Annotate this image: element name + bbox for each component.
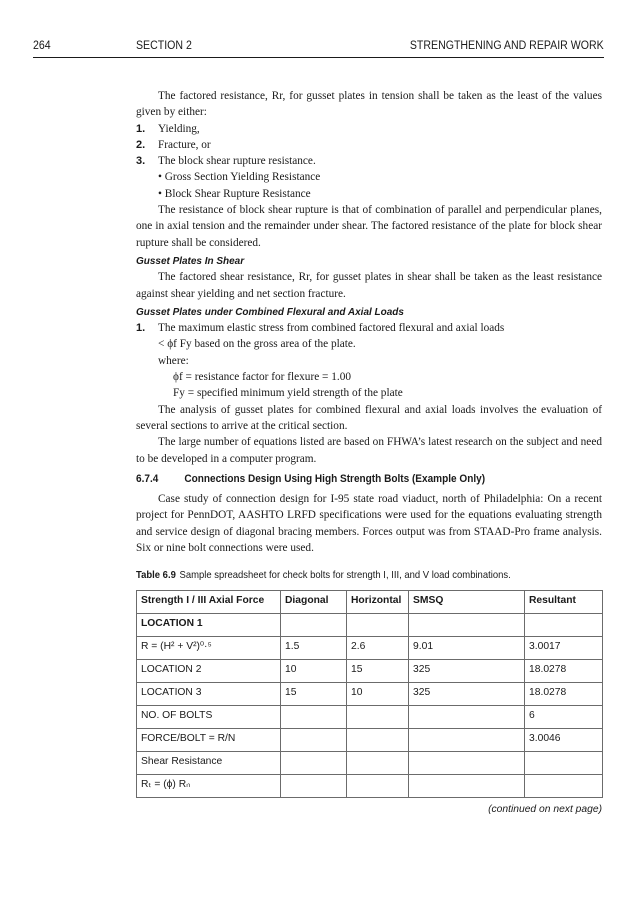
table-cell (525, 751, 603, 774)
item-number: 1. (136, 322, 146, 335)
bullet-item: • Block Shear Rupture Resistance (158, 187, 311, 200)
table-caption (136, 568, 565, 584)
table-cell: 15 (347, 659, 409, 682)
running-title: STRENGTHENING AND REPAIR WORK (410, 40, 604, 52)
table-cell (281, 728, 347, 751)
column-header: Resultant (525, 590, 603, 613)
table-cell: 6 (525, 705, 603, 728)
section-number: 6.7.4 (136, 472, 159, 485)
stress-condition: < ϕf Fy based on the gross area of the plate. (158, 338, 356, 351)
table-cell (347, 728, 409, 751)
table-row (137, 636, 603, 659)
equations-paragraph: The large number of equations listed are based on FHWA’s latest research on the subject and need to be developed in a computer program. (136, 436, 602, 465)
table-cell: 325 (409, 659, 525, 682)
column-header: Strength I / III Axial Force (137, 590, 281, 613)
table-cell: 10 (281, 659, 347, 682)
table-label: Table 6.9 (136, 570, 176, 582)
table-cell (347, 613, 409, 636)
page-number: 264 (33, 40, 51, 52)
where-label: where: (158, 354, 189, 367)
table-cell (409, 728, 525, 751)
analysis-paragraph: The analysis of gusset plates for combined flexural and axial loads involves the evaluation of several sections to arrive at the critical section. (136, 403, 602, 432)
table-row (137, 728, 603, 751)
section-label: SECTION 2 (136, 40, 192, 52)
table-cell: 3.0046 (525, 728, 603, 751)
case-study-paragraph: Case study of connection design for I-95 state road viaduct, north of Philadelphia: On a recent project for PennDOT, AASHTO LRFD specifications were used for the equations evaluating strength and service design of diagonal bracing members. Forces output was from STAAD-Pro frame analysis. Six or nine bolt connections were used. (136, 493, 602, 555)
table-cell (409, 613, 525, 636)
table-row (137, 705, 603, 728)
shear-paragraph: The factored shear resistance, Rr, for gusset plates in shear shall be taken as the least resistance against shear yielding and net section fracture. (136, 271, 602, 300)
table-cell: 10 (347, 682, 409, 705)
item-label: The block shear rupture resistance. (158, 155, 316, 168)
list-item (136, 153, 602, 169)
section-title: Connections Design Using High Strength Bolts (Example Only) (184, 472, 486, 485)
bullet-item: • Gross Section Yielding Resistance (158, 171, 321, 184)
table-cell: NO. OF BOLTS (137, 705, 281, 728)
section-heading (136, 471, 569, 487)
table-row (137, 751, 603, 774)
column-header: SMSQ (409, 590, 525, 613)
list-item (136, 320, 602, 336)
table-cell (409, 751, 525, 774)
shear-heading: Gusset Plates In Shear (136, 254, 245, 267)
table-row (137, 613, 603, 636)
item-number: 1. (136, 122, 146, 135)
table-cell: 18.0278 (525, 659, 603, 682)
table-cell (281, 751, 347, 774)
table-row (137, 659, 603, 682)
header-rule (33, 57, 604, 58)
table-body (137, 613, 603, 797)
table-cell (409, 705, 525, 728)
list-item (136, 137, 602, 153)
table-cell: 15 (281, 682, 347, 705)
item-number: 3. (136, 155, 146, 168)
column-header: Diagonal (281, 590, 347, 613)
table-cell: 18.0278 (525, 682, 603, 705)
table-caption-text: Sample spreadsheet for check bolts for strength I, III, and V load combinations. (179, 570, 511, 582)
table-cell: LOCATION 1 (137, 613, 281, 636)
table-cell (281, 705, 347, 728)
item-label: Yielding, (158, 122, 200, 135)
table-cell: R = (H² + V²)⁰·⁵ (137, 636, 281, 659)
definition-phi: ϕf = resistance factor for flexure = 1.00 (173, 371, 352, 384)
table-cell: LOCATION 2 (137, 659, 281, 682)
item-label: Fracture, or (158, 138, 211, 151)
continued-note: (continued on next page) (488, 803, 602, 815)
table-cell: Rₜ = (ϕ) Rₙ (137, 774, 281, 797)
table-cell: 2.6 (347, 636, 409, 659)
table-cell: 1.5 (281, 636, 347, 659)
table-cell (525, 774, 603, 797)
table-header-row (137, 590, 603, 613)
table-cell (347, 751, 409, 774)
table-cell (409, 774, 525, 797)
tension-list (136, 121, 602, 202)
table-cell (347, 705, 409, 728)
table-cell: LOCATION 3 (137, 682, 281, 705)
block-shear-paragraph: The resistance of block shear rupture is that of combination of parallel and perpendicular planes, one in axial tension and the remainder under shear. The factored resistance of the plate for block shear rupture shall be considered. (136, 204, 602, 249)
table-cell: 325 (409, 682, 525, 705)
table-cell: FORCE/BOLT = R/N (137, 728, 281, 751)
list-item (136, 121, 602, 137)
bolt-check-table (136, 590, 603, 798)
table-cell (281, 774, 347, 797)
intro-paragraph: The factored resistance, Rr, for gusset plates in tension shall be taken as the least of the values given by either: (136, 90, 602, 119)
table-cell (281, 613, 347, 636)
table-row (137, 774, 603, 797)
table-cell (525, 613, 603, 636)
table-row (137, 682, 603, 705)
item-number: 2. (136, 138, 146, 151)
table-cell: Shear Resistance (137, 751, 281, 774)
combined-heading: Gusset Plates under Combined Flexural and Axial Loads (136, 305, 404, 318)
table-cell: 9.01 (409, 636, 525, 659)
table-cell: 3.0017 (525, 636, 603, 659)
table-cell (347, 774, 409, 797)
definition-fy: Fy = specified minimum yield strength of the plate (173, 387, 403, 400)
main-content (136, 88, 602, 818)
item-label: The maximum elastic stress from combined factored flexural and axial loads (158, 322, 505, 335)
column-header: Horizontal (347, 590, 409, 613)
